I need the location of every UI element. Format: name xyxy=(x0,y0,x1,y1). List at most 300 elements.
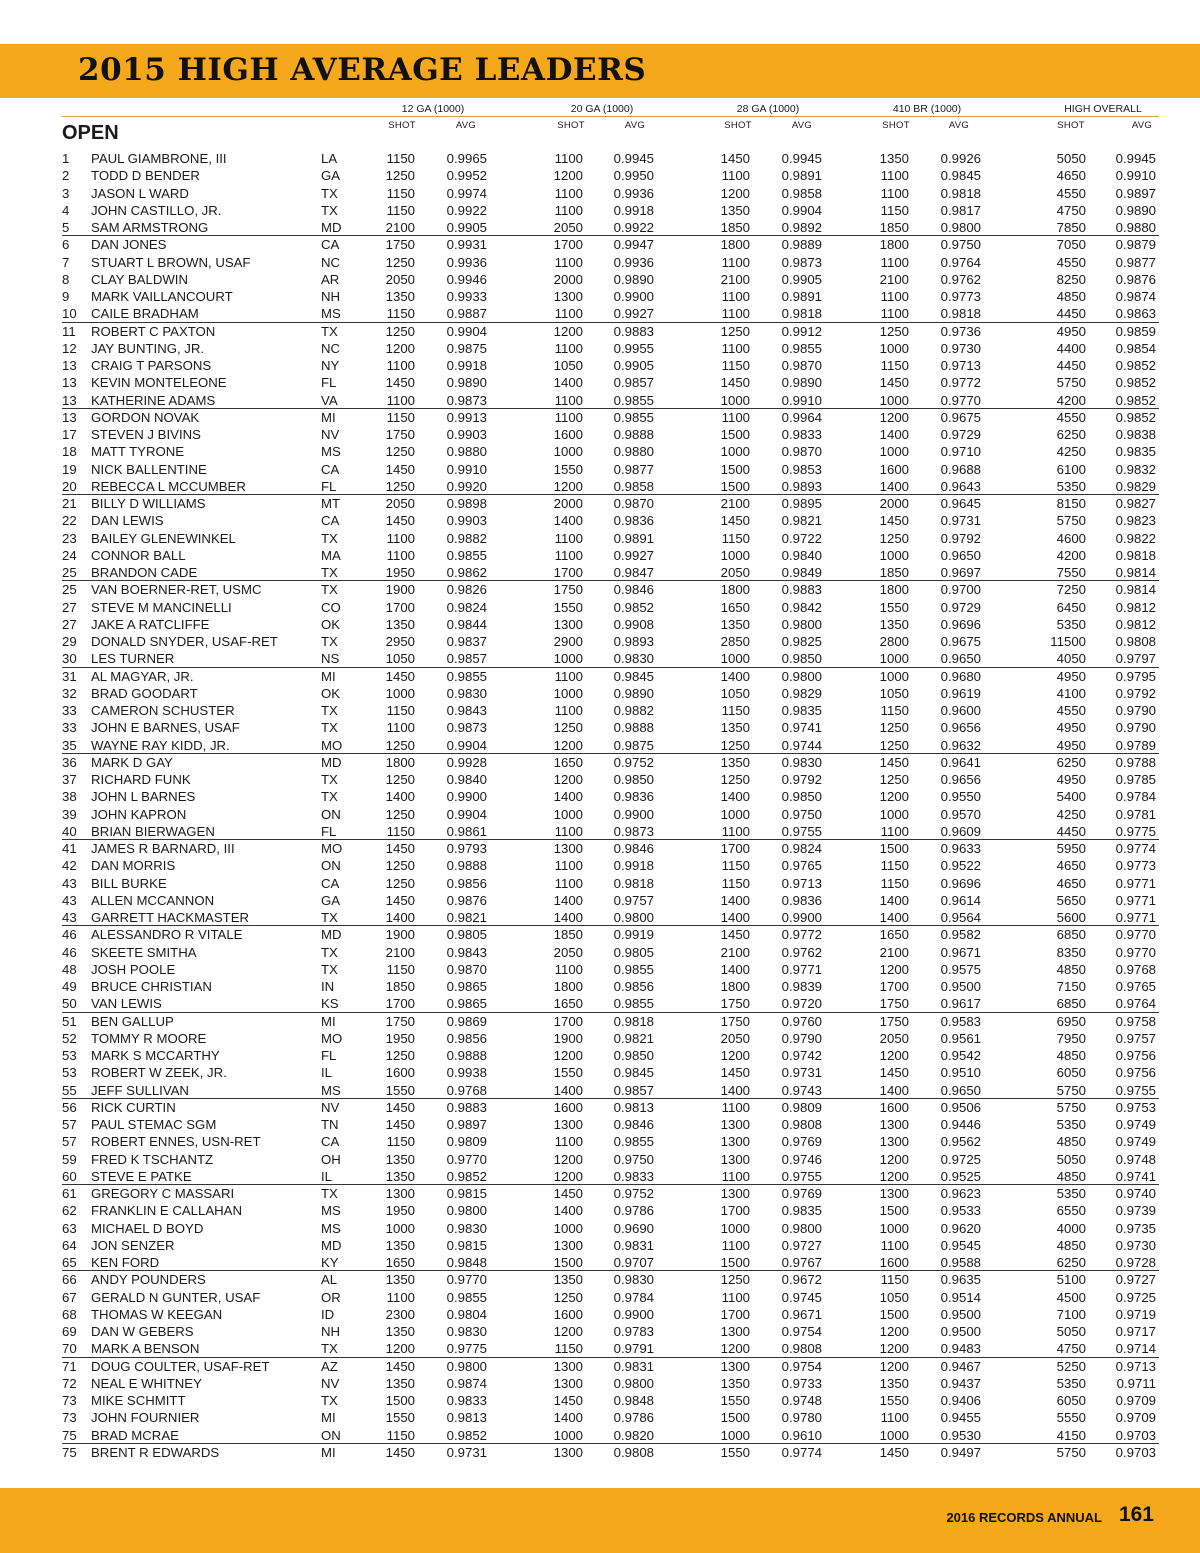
cell-name: STUART L BROWN, USAF xyxy=(91,254,251,270)
cell-avg-410br: 0.9500 xyxy=(940,979,981,994)
cell-name: PAUL STEMAC SGM xyxy=(91,1117,217,1132)
cell-shot-overall: 5750 xyxy=(1056,375,1086,391)
cell-shot-12ga: 1500 xyxy=(385,1393,415,1408)
cell-avg-overall: 0.9781 xyxy=(1115,806,1156,822)
cell-avg-overall: 0.9897 xyxy=(1115,185,1156,201)
cell-avg-28ga: 0.9800 xyxy=(781,616,822,632)
cell-shot-12ga: 1450 xyxy=(385,1099,415,1115)
cell-rank: 4 xyxy=(62,202,70,218)
cell-shot-12ga: 1900 xyxy=(385,582,415,598)
cell-shot-410br: 1150 xyxy=(880,703,909,718)
cell-avg-410br: 0.9446 xyxy=(940,1117,981,1132)
cell-shot-20ga: 1100 xyxy=(554,668,583,684)
cell-avg-28ga: 0.9800 xyxy=(781,1220,822,1236)
cell-name: MIKE SCHMITT xyxy=(91,1393,186,1408)
cell-avg-12ga: 0.9833 xyxy=(446,1393,487,1408)
cell-name: ROBERT C PAXTON xyxy=(91,323,216,339)
cell-avg-20ga: 0.9750 xyxy=(613,1151,654,1167)
cell-shot-410br: 1000 xyxy=(879,651,909,667)
cell-avg-20ga: 0.9707 xyxy=(613,1255,654,1270)
cell-avg-410br: 0.9510 xyxy=(940,1065,981,1081)
cell-shot-28ga: 2850 xyxy=(720,634,750,649)
cell-shot-20ga: 1400 xyxy=(553,1203,583,1219)
cell-avg-410br: 0.9467 xyxy=(940,1358,981,1374)
cell-name: MARK VAILLANCOURT xyxy=(91,289,233,304)
cell-name: KATHERINE ADAMS xyxy=(91,392,216,408)
cell-avg-12ga: 0.9837 xyxy=(446,634,487,649)
cell-avg-28ga: 0.9671 xyxy=(781,1306,822,1322)
cell-avg-28ga: 0.9790 xyxy=(781,1030,822,1046)
cell-avg-28ga: 0.9774 xyxy=(781,1444,822,1460)
cell-shot-28ga: 1250 xyxy=(720,1272,750,1288)
shot-label: SHOT xyxy=(1057,120,1085,131)
cell-shot-overall: 7100 xyxy=(1056,1306,1086,1322)
cell-shot-overall: 6250 xyxy=(1056,754,1086,770)
cell-avg-12ga: 0.9918 xyxy=(446,358,487,373)
cell-state: MA xyxy=(321,547,341,563)
cell-avg-28ga: 0.9964 xyxy=(781,409,822,425)
cell-shot-20ga: 1400 xyxy=(553,513,583,529)
cell-avg-20ga: 0.9891 xyxy=(613,530,654,546)
cell-rank: 33 xyxy=(62,720,77,736)
cell-avg-20ga: 0.9900 xyxy=(613,289,654,304)
cell-avg-overall: 0.9788 xyxy=(1115,754,1156,770)
cell-avg-20ga: 0.9831 xyxy=(613,1237,654,1253)
cell-shot-overall: 7050 xyxy=(1056,237,1086,253)
header-rule xyxy=(62,116,1159,117)
cell-avg-overall: 0.9827 xyxy=(1115,496,1156,511)
cell-shot-20ga: 1300 xyxy=(553,1117,583,1132)
cell-avg-28ga: 0.9889 xyxy=(781,237,822,253)
cell-state: TX xyxy=(321,1341,338,1357)
cell-avg-28ga: 0.9849 xyxy=(781,565,822,580)
table-row xyxy=(0,668,1200,685)
cell-avg-20ga: 0.9947 xyxy=(613,237,654,253)
cell-avg-overall: 0.9753 xyxy=(1115,1099,1156,1115)
cell-shot-410br: 1100 xyxy=(880,254,909,270)
cell-avg-20ga: 0.9831 xyxy=(613,1358,654,1374)
cell-shot-410br: 1000 xyxy=(879,1220,909,1236)
cell-avg-overall: 0.9838 xyxy=(1115,427,1156,442)
cell-rank: 73 xyxy=(62,1393,77,1408)
cell-rank: 42 xyxy=(62,858,77,874)
cell-avg-overall: 0.9859 xyxy=(1115,323,1156,339)
cell-avg-overall: 0.9741 xyxy=(1115,1168,1156,1184)
cell-shot-20ga: 1200 xyxy=(553,737,583,753)
leaders-table xyxy=(0,150,1200,1461)
cell-avg-410br: 0.9545 xyxy=(940,1237,981,1253)
cell-shot-410br: 1150 xyxy=(880,858,909,874)
cell-shot-28ga: 1100 xyxy=(721,254,750,270)
cell-avg-28ga: 0.9892 xyxy=(781,220,822,235)
cell-avg-28ga: 0.9755 xyxy=(781,1168,822,1184)
cell-avg-28ga: 0.9760 xyxy=(781,1013,822,1029)
cell-avg-28ga: 0.9769 xyxy=(781,1134,822,1150)
cell-shot-410br: 1150 xyxy=(880,1272,909,1288)
cell-shot-12ga: 1150 xyxy=(386,823,415,839)
table-row xyxy=(0,374,1200,391)
cell-avg-12ga: 0.9946 xyxy=(446,271,487,287)
cell-avg-28ga: 0.9748 xyxy=(781,1393,822,1408)
cell-avg-410br: 0.9562 xyxy=(940,1134,981,1150)
cell-avg-overall: 0.9890 xyxy=(1115,202,1156,218)
cell-shot-12ga: 1850 xyxy=(385,979,415,994)
table-row xyxy=(0,1271,1200,1288)
cell-rank: 21 xyxy=(62,496,77,511)
cell-state: MS xyxy=(321,1203,341,1219)
cell-avg-20ga: 0.9818 xyxy=(613,875,654,891)
cell-name: CONNOR BALL xyxy=(91,547,186,563)
cell-rank: 25 xyxy=(62,582,77,598)
cell-avg-20ga: 0.9918 xyxy=(613,202,654,218)
table-row xyxy=(0,1151,1200,1168)
cell-rank: 27 xyxy=(62,616,77,632)
cell-shot-overall: 5050 xyxy=(1056,1151,1086,1167)
cell-avg-410br: 0.9500 xyxy=(940,1306,981,1322)
table-row xyxy=(0,702,1200,719)
cell-avg-12ga: 0.9903 xyxy=(446,513,487,529)
table-row xyxy=(0,1444,1200,1461)
cell-name: MARK D GAY xyxy=(91,754,173,770)
cell-avg-20ga: 0.9900 xyxy=(613,1306,654,1322)
cell-avg-20ga: 0.9936 xyxy=(613,254,654,270)
cell-shot-overall: 5750 xyxy=(1056,1082,1086,1098)
table-row xyxy=(0,806,1200,823)
cell-shot-12ga: 1000 xyxy=(385,685,415,701)
table-row xyxy=(0,1116,1200,1133)
table-row xyxy=(0,650,1200,667)
cell-state: NV xyxy=(321,1099,340,1115)
cell-shot-410br: 1350 xyxy=(879,151,909,166)
table-row xyxy=(0,823,1200,840)
cell-shot-12ga: 2100 xyxy=(385,220,415,235)
cell-shot-12ga: 1450 xyxy=(385,668,415,684)
table-row xyxy=(0,1133,1200,1150)
cell-name: NEAL E WHITNEY xyxy=(91,1375,202,1391)
cell-shot-20ga: 1100 xyxy=(554,409,583,425)
cell-state: NC xyxy=(321,254,341,270)
cell-shot-20ga: 1200 xyxy=(553,1048,583,1063)
cell-rank: 2 xyxy=(62,168,70,184)
cell-avg-overall: 0.9703 xyxy=(1115,1427,1156,1443)
cell-state: OK xyxy=(321,685,341,701)
cell-shot-overall: 5250 xyxy=(1056,1358,1086,1374)
cell-avg-12ga: 0.9770 xyxy=(446,1272,487,1288)
cell-avg-20ga: 0.9847 xyxy=(613,565,654,580)
cell-avg-12ga: 0.9883 xyxy=(446,1099,487,1115)
cell-name: TOMMY R MOORE xyxy=(91,1030,207,1046)
cell-avg-410br: 0.9729 xyxy=(940,599,981,615)
cell-name: DAN JONES xyxy=(91,237,167,253)
cell-shot-overall: 4200 xyxy=(1056,547,1086,563)
group-label-410br: 410 BR (1000) xyxy=(892,103,962,115)
cell-shot-overall: 7150 xyxy=(1056,979,1086,994)
cell-name: RICHARD FUNK xyxy=(91,772,191,787)
cell-avg-28ga: 0.9792 xyxy=(781,772,822,787)
cell-avg-28ga: 0.9895 xyxy=(781,496,822,511)
cell-shot-410br: 1450 xyxy=(879,375,909,391)
cell-shot-410br: 1400 xyxy=(879,910,909,925)
group-label-high-overall: HIGH OVERALL xyxy=(1064,103,1142,115)
cell-shot-28ga: 1550 xyxy=(720,1444,750,1460)
cell-shot-20ga: 1200 xyxy=(553,772,583,787)
cell-shot-overall: 8350 xyxy=(1056,944,1086,960)
cell-shot-410br: 1600 xyxy=(879,1255,909,1270)
cell-avg-12ga: 0.9920 xyxy=(446,478,487,494)
cell-shot-410br: 1250 xyxy=(879,737,909,753)
cell-shot-overall: 4950 xyxy=(1056,737,1086,753)
cell-shot-12ga: 1450 xyxy=(385,1117,415,1132)
cell-avg-12ga: 0.9870 xyxy=(446,961,487,977)
cell-name: CAMERON SCHUSTER xyxy=(91,703,235,718)
cell-avg-20ga: 0.9818 xyxy=(613,1013,654,1029)
cell-name: DAN MORRIS xyxy=(91,858,176,874)
cell-state: TX xyxy=(321,530,338,546)
cell-avg-28ga: 0.9836 xyxy=(781,892,822,908)
cell-avg-28ga: 0.9772 xyxy=(781,927,822,943)
cell-avg-12ga: 0.9869 xyxy=(446,1013,487,1029)
cell-avg-overall: 0.9770 xyxy=(1115,944,1156,960)
cell-avg-overall: 0.9719 xyxy=(1115,1306,1156,1322)
cell-avg-overall: 0.9814 xyxy=(1115,565,1156,580)
cell-shot-overall: 4400 xyxy=(1056,340,1086,356)
cell-shot-overall: 6550 xyxy=(1056,1203,1086,1219)
cell-shot-overall: 5350 xyxy=(1056,1117,1086,1132)
avg-label: AVG xyxy=(624,120,646,131)
cell-shot-12ga: 1100 xyxy=(386,530,415,546)
cell-avg-20ga: 0.9870 xyxy=(613,496,654,511)
cell-name: ALESSANDRO R VITALE xyxy=(91,927,243,943)
cell-shot-12ga: 1100 xyxy=(386,720,415,736)
cell-avg-overall: 0.9790 xyxy=(1115,703,1156,718)
cell-shot-12ga: 1950 xyxy=(385,565,415,580)
table-row xyxy=(0,909,1200,926)
cell-shot-410br: 1200 xyxy=(879,1151,909,1167)
cell-rank: 13 xyxy=(62,358,77,373)
cell-avg-20ga: 0.9880 xyxy=(613,444,654,460)
cell-avg-12ga: 0.9890 xyxy=(446,375,487,391)
cell-avg-28ga: 0.9744 xyxy=(781,737,822,753)
cell-shot-overall: 4250 xyxy=(1056,444,1086,460)
cell-shot-28ga: 1650 xyxy=(720,599,750,615)
cell-shot-overall: 4650 xyxy=(1056,875,1086,891)
cell-avg-20ga: 0.9900 xyxy=(613,806,654,822)
table-row xyxy=(0,495,1200,512)
cell-name: JEFF SULLIVAN xyxy=(91,1082,189,1098)
cell-avg-20ga: 0.9890 xyxy=(613,685,654,701)
cell-shot-410br: 1200 xyxy=(879,1358,909,1374)
cell-avg-20ga: 0.9786 xyxy=(613,1203,654,1219)
cell-shot-28ga: 1350 xyxy=(720,616,750,632)
cell-shot-overall: 4850 xyxy=(1056,961,1086,977)
cell-state: TX xyxy=(321,1186,338,1201)
cell-state: TX xyxy=(321,944,338,960)
cell-avg-12ga: 0.9887 xyxy=(446,306,487,322)
cell-shot-12ga: 1250 xyxy=(385,772,415,787)
cell-shot-overall: 7250 xyxy=(1056,582,1086,598)
cell-state: IN xyxy=(321,979,335,994)
cell-avg-410br: 0.9650 xyxy=(940,651,981,667)
cell-avg-12ga: 0.9965 xyxy=(446,151,487,166)
table-row xyxy=(0,323,1200,340)
cell-avg-overall: 0.9756 xyxy=(1115,1065,1156,1081)
cell-avg-28ga: 0.9873 xyxy=(781,254,822,270)
cell-avg-28ga: 0.9765 xyxy=(781,858,822,874)
cell-shot-20ga: 1700 xyxy=(553,1013,583,1029)
cell-avg-410br: 0.9643 xyxy=(940,478,981,494)
cell-state: NS xyxy=(321,651,340,667)
cell-shot-28ga: 1150 xyxy=(721,875,750,891)
cell-rank: 63 xyxy=(62,1220,77,1236)
cell-name: TODD D BENDER xyxy=(91,168,200,184)
cell-avg-410br: 0.9926 xyxy=(940,151,981,166)
cell-shot-overall: 4100 xyxy=(1056,685,1086,701)
cell-avg-12ga: 0.9873 xyxy=(446,392,487,408)
cell-name: BEN GALLUP xyxy=(91,1013,174,1029)
table-row xyxy=(0,1237,1200,1254)
cell-avg-overall: 0.9822 xyxy=(1115,530,1156,546)
cell-name: SAM ARMSTRONG xyxy=(91,220,209,235)
cell-shot-overall: 4850 xyxy=(1056,1237,1086,1253)
cell-shot-410br: 1000 xyxy=(879,340,909,356)
cell-avg-28ga: 0.9750 xyxy=(781,806,822,822)
cell-shot-20ga: 1200 xyxy=(553,1324,583,1339)
cell-avg-12ga: 0.9898 xyxy=(446,496,487,511)
cell-avg-12ga: 0.9938 xyxy=(446,1065,487,1081)
cell-state: TX xyxy=(321,582,338,598)
cell-shot-12ga: 1450 xyxy=(385,841,415,856)
cell-shot-410br: 1250 xyxy=(879,772,909,787)
cell-avg-20ga: 0.9791 xyxy=(613,1341,654,1357)
cell-name: KEN FORD xyxy=(91,1255,160,1270)
cell-shot-overall: 5600 xyxy=(1056,910,1086,925)
cell-rank: 69 xyxy=(62,1324,77,1339)
cell-shot-overall: 5350 xyxy=(1056,478,1086,494)
cell-shot-12ga: 2950 xyxy=(385,634,415,649)
table-row xyxy=(0,599,1200,616)
cell-shot-28ga: 1300 xyxy=(720,1117,750,1132)
cell-state: TX xyxy=(321,703,338,718)
cell-avg-20ga: 0.9786 xyxy=(613,1410,654,1426)
cell-name: SKEETE SMITHA xyxy=(91,944,197,960)
cell-shot-20ga: 1300 xyxy=(553,1358,583,1374)
cell-shot-12ga: 1250 xyxy=(385,737,415,753)
cell-rank: 6 xyxy=(62,237,70,253)
cell-shot-overall: 11500 xyxy=(1050,634,1086,649)
cell-avg-410br: 0.9671 xyxy=(940,944,981,960)
cell-shot-20ga: 1100 xyxy=(554,823,583,839)
cell-shot-20ga: 1250 xyxy=(553,720,583,736)
cell-avg-410br: 0.9645 xyxy=(940,496,981,511)
cell-avg-410br: 0.9575 xyxy=(940,961,981,977)
cell-avg-overall: 0.9727 xyxy=(1115,1272,1156,1288)
table-row xyxy=(0,892,1200,909)
cell-state: FL xyxy=(321,375,337,391)
cell-avg-410br: 0.9530 xyxy=(940,1427,981,1443)
cell-name: RICK CURTIN xyxy=(91,1099,176,1115)
cell-avg-20ga: 0.9855 xyxy=(613,996,654,1012)
cell-shot-28ga: 1300 xyxy=(720,1186,750,1201)
cell-avg-20ga: 0.9821 xyxy=(613,1030,654,1046)
cell-shot-28ga: 1200 xyxy=(720,185,750,201)
cell-shot-410br: 1200 xyxy=(879,789,909,805)
cell-avg-20ga: 0.9752 xyxy=(613,1186,654,1201)
cell-shot-12ga: 1100 xyxy=(386,358,415,373)
cell-rank: 64 xyxy=(62,1237,77,1253)
cell-rank: 62 xyxy=(62,1203,77,1219)
cell-shot-12ga: 1900 xyxy=(385,927,415,943)
cell-avg-overall: 0.9852 xyxy=(1115,358,1156,373)
cell-state: CA xyxy=(321,513,340,529)
cell-avg-28ga: 0.9883 xyxy=(781,582,822,598)
table-row xyxy=(0,1392,1200,1409)
cell-shot-28ga: 1350 xyxy=(720,754,750,770)
cell-name: MARK S MCCARTHY xyxy=(91,1048,220,1063)
cell-shot-28ga: 1150 xyxy=(721,530,750,546)
cell-avg-overall: 0.9774 xyxy=(1115,841,1156,856)
cell-rank: 35 xyxy=(62,737,77,753)
cell-avg-overall: 0.9714 xyxy=(1115,1341,1156,1357)
cell-shot-12ga: 1750 xyxy=(385,1013,415,1029)
cell-shot-20ga: 1800 xyxy=(553,979,583,994)
cell-avg-28ga: 0.9746 xyxy=(781,1151,822,1167)
cell-rank: 53 xyxy=(62,1048,77,1063)
cell-shot-overall: 4600 xyxy=(1056,530,1086,546)
cell-shot-28ga: 1200 xyxy=(720,1048,750,1063)
cell-avg-12ga: 0.9904 xyxy=(446,806,487,822)
cell-avg-overall: 0.9755 xyxy=(1115,1082,1156,1098)
cell-state: AL xyxy=(321,1272,338,1288)
cell-avg-12ga: 0.9813 xyxy=(446,1410,487,1426)
cell-avg-410br: 0.9764 xyxy=(940,254,981,270)
cell-shot-20ga: 1100 xyxy=(554,151,583,166)
cell-avg-28ga: 0.9809 xyxy=(781,1099,822,1115)
cell-name: NICK BALLENTINE xyxy=(91,461,207,477)
cell-avg-12ga: 0.9852 xyxy=(446,1168,487,1184)
cell-shot-20ga: 1100 xyxy=(554,254,583,270)
cell-shot-overall: 5750 xyxy=(1056,1099,1086,1115)
cell-avg-12ga: 0.9793 xyxy=(446,841,487,856)
cell-avg-20ga: 0.9855 xyxy=(613,1134,654,1150)
cell-avg-12ga: 0.9873 xyxy=(446,720,487,736)
cell-avg-28ga: 0.9858 xyxy=(781,185,822,201)
cell-shot-20ga: 1650 xyxy=(553,754,583,770)
table-row xyxy=(0,926,1200,943)
cell-shot-overall: 5750 xyxy=(1056,1444,1086,1460)
cell-avg-12ga: 0.9800 xyxy=(446,1203,487,1219)
cell-shot-12ga: 1350 xyxy=(385,616,415,632)
cell-avg-28ga: 0.9839 xyxy=(781,979,822,994)
table-row xyxy=(0,754,1200,771)
cell-avg-overall: 0.9835 xyxy=(1115,444,1156,460)
cell-avg-28ga: 0.9818 xyxy=(781,306,822,322)
cell-name: FRED K TSCHANTZ xyxy=(91,1151,214,1167)
cell-shot-20ga: 1450 xyxy=(553,1186,583,1201)
cell-avg-410br: 0.9792 xyxy=(940,530,981,546)
cell-shot-28ga: 2050 xyxy=(720,1030,750,1046)
cell-shot-28ga: 1150 xyxy=(721,358,750,373)
cell-state: MI xyxy=(321,668,336,684)
cell-shot-28ga: 1000 xyxy=(720,547,750,563)
cell-shot-12ga: 1050 xyxy=(385,651,415,667)
cell-shot-overall: 4550 xyxy=(1056,703,1086,718)
cell-shot-20ga: 1750 xyxy=(553,582,583,598)
cell-avg-28ga: 0.9754 xyxy=(781,1358,822,1374)
cell-avg-12ga: 0.9888 xyxy=(446,858,487,874)
cell-rank: 3 xyxy=(62,185,70,201)
table-row xyxy=(0,616,1200,633)
cell-avg-20ga: 0.9845 xyxy=(613,1065,654,1081)
